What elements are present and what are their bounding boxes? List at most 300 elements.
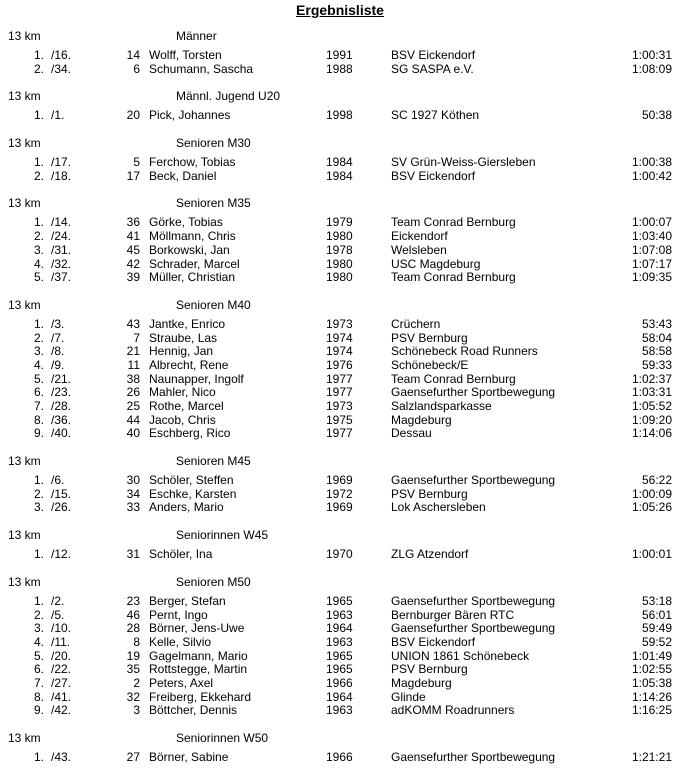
birth-year: 1988 xyxy=(326,61,353,76)
birth-year: 1984 xyxy=(326,168,353,183)
overall-rank: /28. xyxy=(51,399,72,413)
overall-rank: /20. xyxy=(51,648,72,663)
birth-year: 1980 xyxy=(326,270,353,285)
category-label: Senioren M35 xyxy=(176,196,251,211)
overall-rank: /7. xyxy=(51,330,65,345)
bib-number: 26 xyxy=(126,385,140,400)
finish-time: 1:14:06 xyxy=(631,426,672,441)
bib-number: 17 xyxy=(126,168,140,183)
overall-rank: /43. xyxy=(51,750,72,764)
bib-number: 35 xyxy=(126,662,140,677)
category-label: Senioren M50 xyxy=(176,574,251,589)
athlete-name: Schumann, Sascha xyxy=(149,61,254,76)
overall-rank: /6. xyxy=(51,473,65,488)
athlete-name: Freiberg, Ekkehard xyxy=(149,689,252,704)
result-row xyxy=(0,548,680,562)
result-row xyxy=(0,63,680,77)
club: Crüchern xyxy=(391,316,441,331)
birth-year: 1963 xyxy=(326,703,353,718)
result-row xyxy=(0,332,680,346)
athlete-name: Börner, Jens-Uwe xyxy=(149,621,245,636)
club: Eickendorf xyxy=(391,229,448,244)
rank: 1. xyxy=(33,547,44,562)
bib-number: 46 xyxy=(126,607,140,622)
result-row xyxy=(0,751,680,765)
birth-year: 1963 xyxy=(326,607,353,622)
bib-number: 14 xyxy=(126,48,140,62)
finish-time: 1:07:17 xyxy=(631,256,672,271)
birth-year: 1970 xyxy=(326,547,353,562)
result-row xyxy=(0,622,680,636)
birth-year: 1974 xyxy=(326,344,353,359)
finish-time: 59:52 xyxy=(641,634,672,649)
rank: 2. xyxy=(33,486,44,501)
birth-year: 1973 xyxy=(326,399,353,413)
group-header xyxy=(0,528,680,542)
rank: 2. xyxy=(33,168,44,183)
category-group xyxy=(0,89,680,123)
birth-year: 1972 xyxy=(326,486,353,501)
overall-rank: /34. xyxy=(51,61,72,76)
overall-rank: /23. xyxy=(51,385,72,400)
birth-year: 1979 xyxy=(326,215,353,230)
category-group xyxy=(0,298,680,441)
category-label: Senioren M40 xyxy=(176,297,251,312)
result-row xyxy=(0,156,680,170)
result-row xyxy=(0,170,680,184)
club: Lok Aschersleben xyxy=(391,500,486,515)
category-label: Senioren M45 xyxy=(176,454,251,469)
rank: 1. xyxy=(33,473,44,488)
finish-time: 1:00:42 xyxy=(631,168,672,183)
category-label: Männl. Jugend U20 xyxy=(176,89,281,104)
rank: 4. xyxy=(33,634,44,649)
finish-time: 1:02:37 xyxy=(631,371,672,386)
athlete-name: Eschberg, Rico xyxy=(149,426,231,441)
club: Gaensefurther Sportbewegung xyxy=(391,750,556,764)
athlete-name: Straube, Las xyxy=(149,330,218,345)
result-row xyxy=(0,677,680,691)
category-label: Seniorinnen W45 xyxy=(176,528,269,543)
club: Salzlandsparkasse xyxy=(391,399,492,413)
club: Schönebeck Road Runners xyxy=(391,344,538,359)
group-header xyxy=(0,575,680,589)
bib-number: 40 xyxy=(126,426,140,441)
overall-rank: /26. xyxy=(51,500,72,515)
rank: 8. xyxy=(33,689,44,704)
finish-time: 1:05:38 xyxy=(631,675,672,690)
finish-time: 1:00:01 xyxy=(631,547,672,562)
category-label: Seniorinnen W50 xyxy=(176,731,269,745)
overall-rank: /42. xyxy=(51,703,72,718)
athlete-name: Jacob, Chris xyxy=(149,412,216,427)
result-row xyxy=(0,244,680,258)
birth-year: 1964 xyxy=(326,621,353,636)
finish-time: 1:03:40 xyxy=(631,229,672,244)
bib-number: 42 xyxy=(126,256,140,271)
club: Bernburger Bären RTC xyxy=(391,607,515,622)
group-header xyxy=(0,196,680,210)
athlete-name: Hennig, Jan xyxy=(149,344,214,359)
result-row xyxy=(0,427,680,441)
athlete-name: Kelle, Silvio xyxy=(149,634,212,649)
club: BSV Eickendorf xyxy=(391,48,476,62)
overall-rank: /14. xyxy=(51,215,72,230)
rank: 2. xyxy=(33,61,44,76)
overall-rank: /24. xyxy=(51,229,72,244)
overall-rank: /10. xyxy=(51,621,72,636)
result-row xyxy=(0,650,680,664)
rank: 4. xyxy=(33,357,44,372)
finish-time: 56:22 xyxy=(641,473,672,488)
rank: 7. xyxy=(33,399,44,413)
overall-rank: /2. xyxy=(51,593,65,608)
overall-rank: /9. xyxy=(51,357,65,372)
athlete-name: Pick, Johannes xyxy=(149,108,231,123)
club: PSV Bernburg xyxy=(391,662,468,677)
bib-number: 6 xyxy=(133,61,140,76)
result-row xyxy=(0,373,680,387)
group-header xyxy=(0,89,680,103)
result-row xyxy=(0,691,680,705)
result-row xyxy=(0,109,680,123)
bib-number: 43 xyxy=(126,316,140,331)
finish-time: 56:01 xyxy=(641,607,672,622)
overall-rank: /17. xyxy=(51,155,72,170)
birth-year: 1984 xyxy=(326,155,353,170)
athlete-name: Borkowski, Jan xyxy=(149,242,230,257)
bib-number: 25 xyxy=(126,399,140,413)
athlete-name: Rothe, Marcel xyxy=(149,399,224,413)
distance-label: 13 km xyxy=(8,29,41,43)
result-row xyxy=(0,488,680,502)
club: Welsleben xyxy=(391,242,447,257)
overall-rank: /27. xyxy=(51,675,72,690)
rank: 1. xyxy=(33,316,44,331)
bib-number: 3 xyxy=(133,703,140,718)
club: Gaensefurther Sportbewegung xyxy=(391,593,556,608)
athlete-name: Börner, Sabine xyxy=(149,750,229,764)
bib-number: 20 xyxy=(126,108,140,123)
group-header xyxy=(0,298,680,312)
finish-time: 53:18 xyxy=(641,593,672,608)
finish-time: 58:58 xyxy=(641,344,672,359)
rank: 7. xyxy=(33,675,44,690)
bib-number: 31 xyxy=(126,547,140,562)
club: SC 1927 Köthen xyxy=(391,108,480,123)
athlete-name: Beck, Daniel xyxy=(149,168,217,183)
club: Magdeburg xyxy=(391,412,452,427)
bib-number: 5 xyxy=(133,155,140,170)
birth-year: 1980 xyxy=(326,256,353,271)
finish-time: 1:00:31 xyxy=(631,48,672,62)
rank: 2. xyxy=(33,607,44,622)
category-group xyxy=(0,29,680,76)
club: Team Conrad Bernburg xyxy=(391,371,516,386)
bib-number: 33 xyxy=(126,500,140,515)
bib-number: 30 xyxy=(126,473,140,488)
overall-rank: /1. xyxy=(51,108,65,123)
club: SV Grün-Weiss-Giersleben xyxy=(391,155,536,170)
bib-number: 27 xyxy=(126,750,140,764)
birth-year: 1964 xyxy=(326,689,353,704)
athlete-name: Ferchow, Tobias xyxy=(149,155,236,170)
athlete-name: Möllmann, Chris xyxy=(149,229,236,244)
club: BSV Eickendorf xyxy=(391,634,476,649)
rank: 5. xyxy=(33,648,44,663)
athlete-name: Rottstegge, Martin xyxy=(149,662,248,677)
athlete-name: Albrecht, Rene xyxy=(149,357,229,372)
distance-label: 13 km xyxy=(8,574,41,589)
athlete-name: Schöler, Ina xyxy=(149,547,213,562)
bib-number: 45 xyxy=(126,242,140,257)
overall-rank: /15. xyxy=(51,486,72,501)
distance-label: 13 km xyxy=(8,454,41,469)
birth-year: 1991 xyxy=(326,48,353,62)
distance-label: 13 km xyxy=(8,136,41,151)
rank: 1. xyxy=(33,215,44,230)
rank: 3. xyxy=(33,344,44,359)
bib-number: 32 xyxy=(126,689,140,704)
birth-year: 1977 xyxy=(326,371,353,386)
bib-number: 7 xyxy=(133,330,140,345)
result-row xyxy=(0,345,680,359)
overall-rank: /12. xyxy=(51,547,72,562)
result-row xyxy=(0,386,680,400)
group-header xyxy=(0,454,680,468)
finish-time: 1:00:07 xyxy=(631,215,672,230)
club: Dessau xyxy=(391,426,432,441)
athlete-name: Wolff, Torsten xyxy=(149,48,222,62)
birth-year: 1977 xyxy=(326,385,353,400)
rank: 1. xyxy=(33,108,44,123)
distance-label: 13 km xyxy=(8,731,41,745)
birth-year: 1974 xyxy=(326,330,353,345)
distance-label: 13 km xyxy=(8,528,41,543)
bib-number: 23 xyxy=(126,593,140,608)
rank: 1. xyxy=(33,155,44,170)
rank: 3. xyxy=(33,242,44,257)
club: Team Conrad Bernburg xyxy=(391,215,516,230)
club: Glinde xyxy=(391,689,426,704)
category-group xyxy=(0,196,680,284)
club: Team Conrad Bernburg xyxy=(391,270,516,285)
finish-time: 1:08:09 xyxy=(631,61,672,76)
club: UNION 1861 Schönebeck xyxy=(391,648,530,663)
overall-rank: /40. xyxy=(51,426,72,441)
result-row xyxy=(0,414,680,428)
bib-number: 44 xyxy=(126,412,140,427)
finish-time: 1:00:09 xyxy=(631,486,672,501)
page-title: Ergebnisliste xyxy=(296,2,384,18)
athlete-name: Pernt, Ingo xyxy=(149,607,208,622)
category-group xyxy=(0,454,680,515)
distance-label: 13 km xyxy=(8,89,41,104)
athlete-name: Peters, Axel xyxy=(149,675,214,690)
overall-rank: /22. xyxy=(51,662,72,677)
finish-time: 1:14:26 xyxy=(631,689,672,704)
finish-time: 1:16:25 xyxy=(631,703,672,718)
athlete-name: Jantke, Enrico xyxy=(149,316,226,331)
birth-year: 1969 xyxy=(326,500,353,515)
bib-number: 19 xyxy=(126,648,140,663)
rank: 4. xyxy=(33,256,44,271)
result-row xyxy=(0,663,680,677)
result-row xyxy=(0,636,680,650)
finish-time: 59:49 xyxy=(641,621,672,636)
birth-year: 1978 xyxy=(326,242,353,257)
overall-rank: /16. xyxy=(51,48,72,62)
result-row xyxy=(0,501,680,515)
overall-rank: /21. xyxy=(51,371,72,386)
category-group xyxy=(0,528,680,562)
finish-time: 59:33 xyxy=(641,357,672,372)
rank: 3. xyxy=(33,621,44,636)
overall-rank: /3. xyxy=(51,316,65,331)
bib-number: 8 xyxy=(133,634,140,649)
category-label: Senioren M30 xyxy=(176,136,251,151)
birth-year: 1973 xyxy=(326,316,353,331)
result-row xyxy=(0,359,680,373)
overall-rank: /8. xyxy=(51,344,65,359)
bib-number: 39 xyxy=(126,270,140,285)
overall-rank: /31. xyxy=(51,242,72,257)
athlete-name: Müller, Christian xyxy=(149,270,236,285)
rank: 2. xyxy=(33,229,44,244)
result-row xyxy=(0,258,680,272)
rank: 6. xyxy=(33,385,44,400)
club: BSV Eickendorf xyxy=(391,168,476,183)
athlete-name: Böttcher, Dennis xyxy=(149,703,238,718)
overall-rank: /32. xyxy=(51,256,72,271)
finish-time: 1:02:55 xyxy=(631,662,672,677)
rank: 5. xyxy=(33,270,44,285)
birth-year: 1976 xyxy=(326,357,353,372)
category-group xyxy=(0,731,680,765)
club: adKOMM Roadrunners xyxy=(391,703,515,718)
finish-time: 58:04 xyxy=(641,330,672,345)
bib-number: 38 xyxy=(126,371,140,386)
result-row xyxy=(0,230,680,244)
club: SG SASPA e.V. xyxy=(391,61,474,76)
birth-year: 1969 xyxy=(326,473,353,488)
overall-rank: /11. xyxy=(51,634,71,649)
result-row xyxy=(0,318,680,332)
bib-number: 36 xyxy=(126,215,140,230)
club: USC Magdeburg xyxy=(391,256,481,271)
group-header xyxy=(0,29,680,43)
rank: 9. xyxy=(33,703,44,718)
rank: 8. xyxy=(33,412,44,427)
rank: 1. xyxy=(33,593,44,608)
birth-year: 1980 xyxy=(326,229,353,244)
club: PSV Bernburg xyxy=(391,486,468,501)
overall-rank: /36. xyxy=(51,412,72,427)
club: PSV Bernburg xyxy=(391,330,468,345)
distance-label: 13 km xyxy=(8,297,41,312)
distance-label: 13 km xyxy=(8,196,41,211)
overall-rank: /41. xyxy=(51,689,72,704)
finish-time: 1:09:35 xyxy=(631,270,672,285)
result-row xyxy=(0,49,680,63)
bib-number: 2 xyxy=(133,675,140,690)
result-row xyxy=(0,271,680,285)
rank: 6. xyxy=(33,662,44,677)
rank: 1. xyxy=(33,750,44,764)
finish-time: 1:03:31 xyxy=(631,385,672,400)
finish-time: 1:21:21 xyxy=(631,750,672,764)
athlete-name: Schrader, Marcel xyxy=(149,256,240,271)
birth-year: 1966 xyxy=(326,675,353,690)
bib-number: 11 xyxy=(127,357,140,372)
club: Schönebeck/E xyxy=(391,357,469,372)
birth-year: 1998 xyxy=(326,108,353,123)
birth-year: 1965 xyxy=(326,648,353,663)
birth-year: 1965 xyxy=(326,593,353,608)
overall-rank: /18. xyxy=(51,168,72,183)
club: Gaensefurther Sportbewegung xyxy=(391,473,556,488)
athlete-name: Gagelmann, Mario xyxy=(149,648,248,663)
finish-time: 50:38 xyxy=(641,108,672,123)
bib-number: 21 xyxy=(126,344,140,359)
results-list xyxy=(0,29,680,778)
finish-time: 1:05:52 xyxy=(631,399,672,413)
club: ZLG Atzendorf xyxy=(391,547,469,562)
rank: 1. xyxy=(33,48,44,62)
result-row xyxy=(0,704,680,718)
club: Magdeburg xyxy=(391,675,452,690)
finish-time: 1:09:20 xyxy=(631,412,672,427)
group-header xyxy=(0,136,680,150)
result-row xyxy=(0,400,680,414)
athlete-name: Görke, Tobias xyxy=(149,215,223,230)
group-header xyxy=(0,731,680,745)
bib-number: 41 xyxy=(126,229,140,244)
overall-rank: /37. xyxy=(51,270,72,285)
finish-time: 1:00:38 xyxy=(631,155,672,170)
overall-rank: /5. xyxy=(51,607,65,622)
bib-number: 28 xyxy=(126,621,140,636)
result-row xyxy=(0,474,680,488)
club: Gaensefurther Sportbewegung xyxy=(391,621,556,636)
finish-time: 1:01:49 xyxy=(631,648,672,663)
finish-time: 1:07:08 xyxy=(631,242,672,257)
birth-year: 1963 xyxy=(326,634,353,649)
result-row xyxy=(0,609,680,623)
athlete-name: Mahler, Nico xyxy=(149,385,216,400)
bib-number: 34 xyxy=(126,486,140,501)
birth-year: 1975 xyxy=(326,412,353,427)
result-row xyxy=(0,216,680,230)
birth-year: 1977 xyxy=(326,426,353,441)
birth-year: 1966 xyxy=(326,750,353,764)
rank: 5. xyxy=(33,371,44,386)
birth-year: 1965 xyxy=(326,662,353,677)
result-row xyxy=(0,595,680,609)
rank: 2. xyxy=(33,330,44,345)
finish-time: 53:43 xyxy=(641,316,672,331)
category-group xyxy=(0,136,680,183)
finish-time: 1:05:26 xyxy=(631,500,672,515)
rank: 9. xyxy=(33,426,44,441)
athlete-name: Berger, Stefan xyxy=(149,593,226,608)
athlete-name: Eschke, Karsten xyxy=(149,486,237,501)
rank: 3. xyxy=(33,500,44,515)
athlete-name: Schöler, Steffen xyxy=(149,473,234,488)
athlete-name: Anders, Mario xyxy=(149,500,224,515)
category-label: Männer xyxy=(176,29,217,43)
athlete-name: Naunapper, Ingolf xyxy=(149,371,244,386)
